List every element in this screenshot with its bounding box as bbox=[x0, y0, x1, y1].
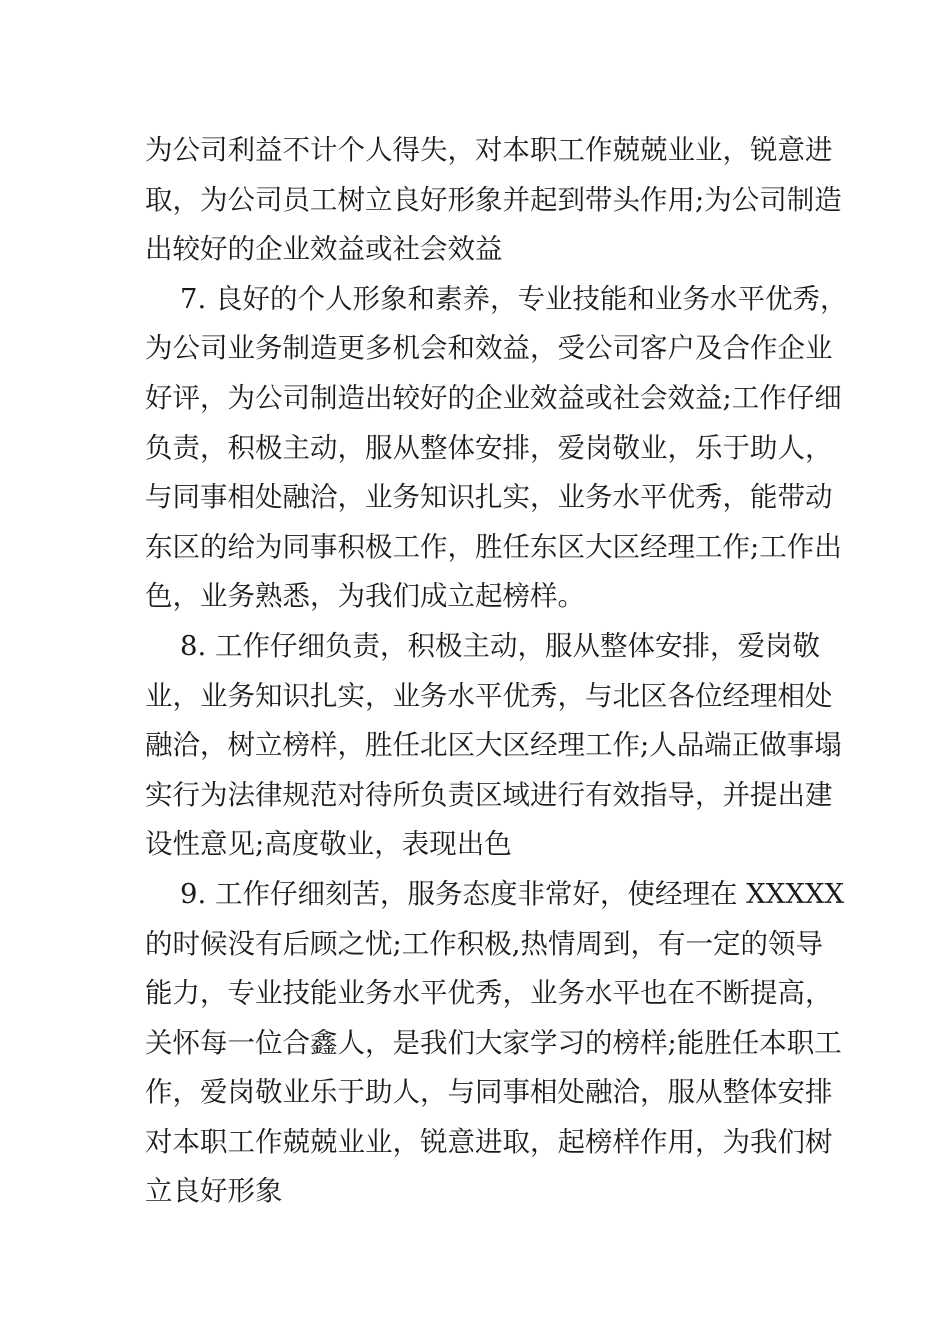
text-line: 作，爱岗敬业乐于助人，与同事相处融洽，服从整体安排 bbox=[145, 1076, 833, 1109]
text-line: 好评，为公司制造出较好的企业效益或社会效益;工作仔细 bbox=[145, 381, 842, 414]
text-line: 为公司业务制造更多机会和效益，受公司客户及合作企业 bbox=[145, 332, 833, 365]
text-line: 9. 工作仔细刻苦，服务态度非常好，使经理在 XXXXX bbox=[145, 877, 845, 910]
text-line: 色，业务熟悉，为我们成立起榜样。 bbox=[145, 580, 585, 613]
text-line: 关怀每一位合鑫人，是我们大家学习的榜样;能胜任本职工 bbox=[145, 1026, 842, 1059]
text-line: 7. 良好的个人形象和素养，专业技能和业务水平优秀， bbox=[145, 282, 848, 315]
text-line: 融洽，树立榜样，胜任北区大区经理工作;人品端正做事塌 bbox=[145, 729, 842, 762]
text-line: 出较好的企业效益或社会效益 bbox=[145, 233, 503, 266]
text-line: 负责，积极主动，服从整体安排，爱岗敬业，乐于助人， bbox=[145, 431, 833, 464]
text-line: 业，业务知识扎实，业务水平优秀，与北区各位经理相处 bbox=[145, 679, 833, 712]
text-line: 实行为法律规范对待所负责区域进行有效指导，并提出建 bbox=[145, 778, 833, 811]
text-line: 能力，专业技能业务水平优秀，业务水平也在不断提高， bbox=[145, 977, 833, 1010]
text-line: 为公司利益不计个人得失，对本职工作兢兢业业，锐意进 bbox=[145, 134, 833, 166]
text-line: 东区的给为同事积极工作，胜任东区大区经理工作;工作出 bbox=[145, 530, 842, 563]
text-line: 设性意见;高度敬业，表现出色 bbox=[145, 828, 512, 861]
text-line: 立良好形象 bbox=[145, 1175, 283, 1208]
document-body bbox=[145, 126, 848, 1217]
text-line: 对本职工作兢兢业业，锐意进取，起榜样作用，为我们树 bbox=[145, 1125, 833, 1158]
text-line: 取，为公司员工树立良好形象并起到带头作用;为公司制造 bbox=[145, 183, 842, 216]
text-line: 8. 工作仔细负责，积极主动，服从整体安排，爱岗敬 bbox=[145, 629, 820, 662]
text-line: 与同事相处融洽，业务知识扎实，业务水平优秀，能带动 bbox=[145, 481, 833, 514]
text-line: 的时候没有后顾之忧;工作积极,热情周到，有一定的领导 bbox=[145, 927, 824, 960]
